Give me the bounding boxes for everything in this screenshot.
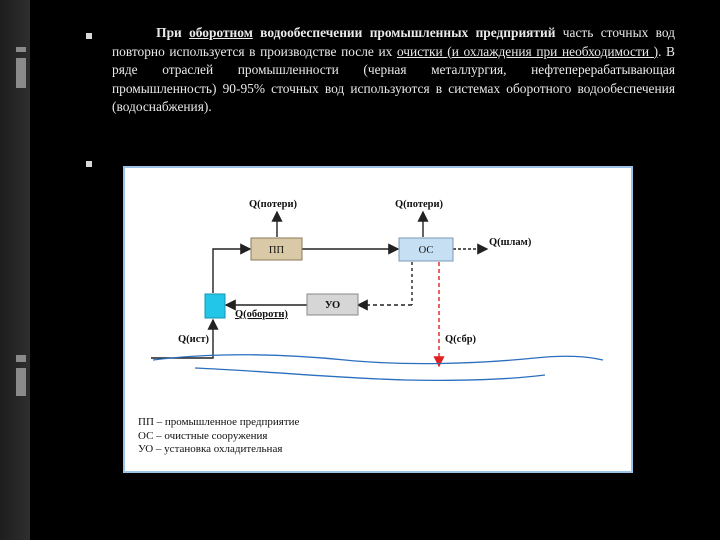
tank-block bbox=[205, 294, 225, 318]
tank-to-pp-line bbox=[213, 249, 250, 293]
bullet-2 bbox=[86, 161, 92, 167]
loss-label-os: Q(потери) bbox=[395, 199, 444, 210]
sludge-label: Q(шлам) bbox=[489, 237, 532, 248]
body-text-1: часть сточных вод повторно используется в производстве после их bbox=[112, 25, 675, 59]
bullet-1 bbox=[86, 33, 92, 39]
sidebar-decor-bar bbox=[16, 47, 26, 52]
legend-item-os: ОС – очистные сооружения bbox=[138, 429, 268, 442]
uo-block-label: УО bbox=[324, 300, 341, 311]
lead-term: оборотном bbox=[189, 25, 253, 40]
legend-item-uo: УО – установка охладительная bbox=[138, 443, 283, 455]
pp-block-label: ПП bbox=[268, 245, 285, 256]
recycle-label: Q(оборотн) bbox=[235, 309, 288, 320]
body-text-2: . В ряде отраслей промышленности (черная металлургия, нефтеперерабатывающая промышленность) 90-95% сточных вод используются в системах оборотного водообеспечения (водоснабжения). bbox=[112, 43, 675, 115]
body-underlined: очистки (и охлаждения при необходимости ) bbox=[396, 43, 659, 59]
os-block-label: ОС bbox=[418, 245, 434, 256]
lead-pre: При bbox=[156, 25, 190, 40]
water-line-lower bbox=[195, 368, 545, 380]
legend-item-pp: ПП – промышленное предприятие bbox=[138, 416, 300, 428]
lead-mid: водообеспечении промышленных предприятий bbox=[252, 25, 556, 40]
main-paragraph bbox=[112, 24, 675, 117]
diagram-legend bbox=[138, 416, 299, 457]
sidebar-decor-bar bbox=[16, 368, 26, 396]
water-cycle-diagram bbox=[123, 166, 633, 473]
sidebar-decor-bar bbox=[16, 58, 26, 88]
sidebar-decor-bar bbox=[16, 355, 26, 362]
water-line-upper bbox=[153, 355, 603, 364]
loss-label-pp: Q(потери) bbox=[249, 199, 298, 210]
source-label: Q(ист) bbox=[178, 334, 210, 345]
discharge-label: Q(сбр) bbox=[445, 334, 477, 345]
